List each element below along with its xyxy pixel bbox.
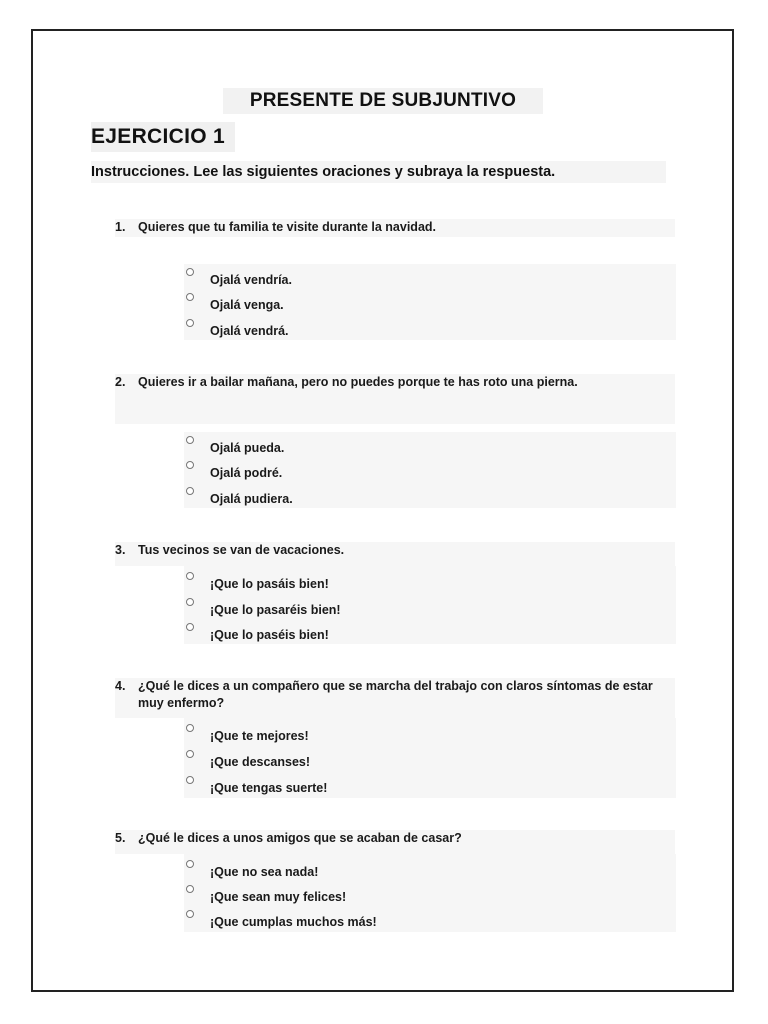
option-5c[interactable] xyxy=(184,910,676,932)
option-5b[interactable] xyxy=(184,885,676,907)
question-text: ¿Qué le dices a unos amigos que se acaban de casar? xyxy=(138,831,462,845)
page-title: PRESENTE DE SUBJUNTIVO xyxy=(223,88,543,114)
options-group-3 xyxy=(184,566,676,644)
radio-button-icon[interactable] xyxy=(186,598,194,606)
exercise-heading: EJERCICIO 1 xyxy=(91,122,235,152)
option-label: Ojalá vendrá. xyxy=(210,324,289,338)
question-5 xyxy=(115,830,675,854)
option-label: ¡Que tengas suerte! xyxy=(210,781,328,795)
option-label: Ojalá pudiera. xyxy=(210,492,293,506)
question-number: 2. xyxy=(115,375,126,389)
options-group-1 xyxy=(184,264,676,340)
option-label: ¡Que no sea nada! xyxy=(210,865,319,879)
options-group-5 xyxy=(184,854,676,932)
radio-button-icon[interactable] xyxy=(186,724,194,732)
radio-button-icon[interactable] xyxy=(186,750,194,758)
options-group-4 xyxy=(184,718,676,798)
radio-button-icon[interactable] xyxy=(186,461,194,469)
question-4 xyxy=(115,678,675,718)
question-1 xyxy=(115,219,675,237)
question-3 xyxy=(115,542,675,566)
option-label: Ojalá venga. xyxy=(210,298,284,312)
question-number: 1. xyxy=(115,220,126,234)
instructions-text: Instrucciones. Lee las siguientes oraciones y subraya la respuesta. xyxy=(91,161,666,183)
radio-button-icon[interactable] xyxy=(186,572,194,580)
options-group-2 xyxy=(184,432,676,508)
option-label: Ojalá vendría. xyxy=(210,273,292,287)
radio-button-icon[interactable] xyxy=(186,436,194,444)
radio-button-icon[interactable] xyxy=(186,776,194,784)
option-label: Ojalá podré. xyxy=(210,466,283,480)
question-text: ¿Qué le dices a un compañero que se marcha del trabajo con claros síntomas de estar muy enfermo? xyxy=(138,679,653,710)
radio-button-icon[interactable] xyxy=(186,487,194,495)
radio-button-icon[interactable] xyxy=(186,319,194,327)
option-5a[interactable] xyxy=(184,860,676,882)
question-number: 3. xyxy=(115,543,126,557)
option-3a[interactable] xyxy=(184,572,676,594)
option-label: ¡Que lo pasaréis bien! xyxy=(210,603,341,617)
question-text: Tus vecinos se van de vacaciones. xyxy=(138,543,345,557)
option-2c[interactable] xyxy=(184,487,676,509)
option-3c[interactable] xyxy=(184,623,676,645)
radio-button-icon[interactable] xyxy=(186,293,194,301)
option-4a[interactable] xyxy=(184,724,676,746)
option-2b[interactable] xyxy=(184,461,676,483)
option-label: ¡Que cumplas muchos más! xyxy=(210,915,377,929)
radio-button-icon[interactable] xyxy=(186,885,194,893)
option-label: ¡Que lo paséis bien! xyxy=(210,628,329,642)
option-3b[interactable] xyxy=(184,598,676,620)
question-number: 4. xyxy=(115,679,126,693)
option-1b[interactable] xyxy=(184,293,676,315)
option-label: ¡Que sean muy felices! xyxy=(210,890,347,904)
option-2a[interactable] xyxy=(184,436,676,458)
question-text: Quieres que tu familia te visite durante la navidad. xyxy=(138,220,437,234)
radio-button-icon[interactable] xyxy=(186,860,194,868)
question-text: Quieres ir a bailar mañana, pero no puedes porque te has roto una pierna. xyxy=(138,375,578,389)
option-label: ¡Que descanses! xyxy=(210,755,311,769)
option-label: ¡Que lo pasáis bien! xyxy=(210,577,329,591)
option-1a[interactable] xyxy=(184,268,676,290)
option-label: ¡Que te mejores! xyxy=(210,729,309,743)
question-2 xyxy=(115,374,675,424)
option-1c[interactable] xyxy=(184,319,676,341)
radio-button-icon[interactable] xyxy=(186,623,194,631)
option-4c[interactable] xyxy=(184,776,676,798)
radio-button-icon[interactable] xyxy=(186,910,194,918)
option-label: Ojalá pueda. xyxy=(210,441,285,455)
radio-button-icon[interactable] xyxy=(186,268,194,276)
option-4b[interactable] xyxy=(184,750,676,772)
question-number: 5. xyxy=(115,831,126,845)
